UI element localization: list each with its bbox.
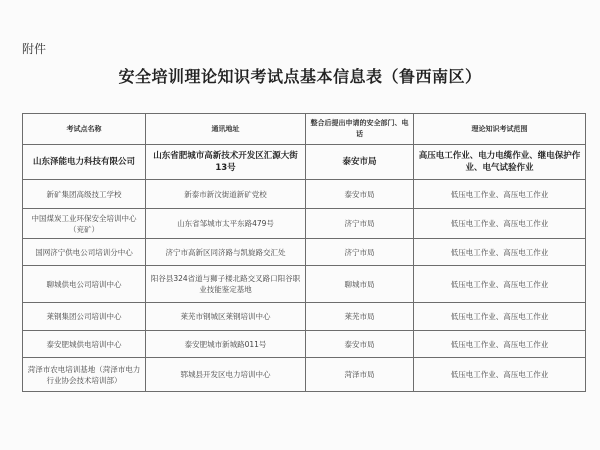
table-row xyxy=(23,266,586,303)
table-row xyxy=(23,239,586,266)
cell-scope: 低压电工作业、高压电工作业 xyxy=(414,239,586,266)
cell-name: 新矿集团高级技工学校 xyxy=(23,180,146,209)
header-scope: 理论知识考试范围 xyxy=(414,114,586,145)
header-name: 考试点名称 xyxy=(23,114,146,145)
table-row xyxy=(23,358,586,392)
cell-dept: 泰安市局 xyxy=(306,180,414,209)
cell-address: 泰安肥城市新城路011号 xyxy=(146,331,306,358)
exam-sites-table xyxy=(22,113,586,392)
table-header-row xyxy=(23,114,586,145)
cell-scope: 低压电工作业、高压电工作业 xyxy=(414,358,586,392)
table-row xyxy=(23,209,586,239)
cell-address: 莱芜市钢城区莱钢培训中心 xyxy=(146,303,306,331)
cell-scope: 高压电工作业、电力电缆作业、继电保护作业、电气试验作业 xyxy=(414,145,586,180)
cell-name: 聊城供电公司培训中心 xyxy=(23,266,146,303)
cell-address: 阳谷县324省道与狮子楼北路交叉路口阳谷职业技能鉴定基地 xyxy=(146,266,306,303)
table-row xyxy=(23,180,586,209)
cell-name: 山东泽能电力科技有限公司 xyxy=(23,145,146,180)
cell-dept: 泰安市局 xyxy=(306,145,414,180)
cell-name: 泰安肥城供电培训中心 xyxy=(23,331,146,358)
cell-name: 国网济宁供电公司培训分中心 xyxy=(23,239,146,266)
header-address: 通讯地址 xyxy=(146,114,306,145)
table-row xyxy=(23,331,586,358)
attachment-label: 附件 xyxy=(22,42,47,56)
cell-address: 郓城县开发区电力培训中心 xyxy=(146,358,306,392)
cell-dept: 聊城市局 xyxy=(306,266,414,303)
cell-scope: 低压电工作业、高压电工作业 xyxy=(414,180,586,209)
table-row xyxy=(23,303,586,331)
header-dept: 整合后提出申请的安全部门、电话 xyxy=(306,114,414,145)
cell-scope: 低压电工作业、高压电工作业 xyxy=(414,331,586,358)
cell-address: 山东省肥城市高新技术开发区汇源大街13号 xyxy=(146,145,306,180)
cell-dept: 济宁市局 xyxy=(306,239,414,266)
cell-name: 中国煤炭工业环保安全培训中心（兖矿） xyxy=(23,209,146,239)
page-title: 安全培训理论知识考试点基本信息表（鲁西南区） xyxy=(118,67,482,86)
cell-dept: 莱芜市局 xyxy=(306,303,414,331)
cell-scope: 低压电工作业、高压电工作业 xyxy=(414,209,586,239)
cell-dept: 济宁市局 xyxy=(306,209,414,239)
cell-dept: 菏泽市局 xyxy=(306,358,414,392)
table-row xyxy=(23,145,586,180)
cell-address: 新泰市新汶街道新矿党校 xyxy=(146,180,306,209)
cell-name: 莱钢集团公司培训中心 xyxy=(23,303,146,331)
cell-address: 济宁市高新区同济路与凯旋路交汇处 xyxy=(146,239,306,266)
cell-scope: 低压电工作业、高压电工作业 xyxy=(414,303,586,331)
cell-scope: 低压电工作业、高压电工作业 xyxy=(414,266,586,303)
cell-dept: 泰安市局 xyxy=(306,331,414,358)
cell-name: 菏泽市农电培训基地（菏泽市电力行业协会技术培训部） xyxy=(23,358,146,392)
cell-address: 山东省邹城市太平东路479号 xyxy=(146,209,306,239)
